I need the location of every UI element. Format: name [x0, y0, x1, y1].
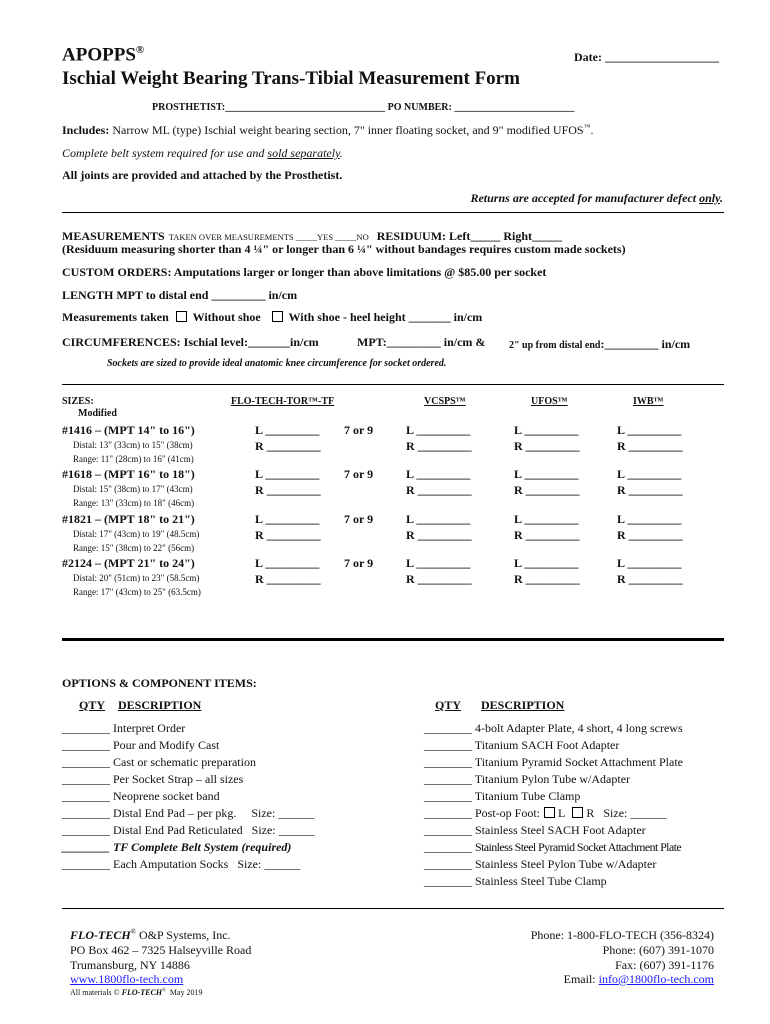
- website-link[interactable]: www.1800flo-tech.com: [70, 972, 184, 986]
- qty-blank[interactable]: ________: [424, 874, 472, 888]
- col-flotech: FLO-TECH-TOR™-TF: [231, 396, 335, 407]
- qty-blank[interactable]: ________: [424, 840, 472, 854]
- circ-mpt-field[interactable]: MPT:_________ in/cm &: [357, 335, 486, 349]
- company-name: FLO-TECH® O&P Systems, Inc.: [70, 928, 231, 942]
- option-label: Per Socket Strap – all sizes: [113, 772, 244, 786]
- desc-header-left: DESCRIPTION: [118, 698, 202, 712]
- option-right-row[interactable]: [424, 874, 607, 889]
- measurements-taken-line: [62, 310, 482, 325]
- qty-blank[interactable]: ________: [424, 772, 472, 786]
- belt-text: Complete belt system required for use and: [62, 146, 268, 160]
- iwb-r-1416[interactable]: R _________: [617, 439, 683, 453]
- qty-blank[interactable]: ________: [62, 823, 110, 837]
- option-label: Stainless Steel SACH Foot Adapter: [475, 823, 646, 837]
- qty-blank[interactable]: ________: [62, 738, 110, 752]
- divider-footer: [62, 908, 724, 909]
- divider-top: [62, 212, 724, 213]
- size-name-1821: #1821 – (MPT 18" to 21"): [62, 512, 195, 526]
- postop-l-label: L: [558, 806, 566, 820]
- qty-blank[interactable]: ________: [424, 738, 472, 752]
- without-shoe-label: Without shoe: [192, 310, 261, 324]
- vcsps-l-1618[interactable]: L _________: [406, 467, 471, 481]
- registered-mark: ®: [135, 44, 145, 56]
- seven-or-nine-2124[interactable]: 7 or 9: [344, 556, 374, 570]
- iwb-l-2124[interactable]: L _________: [617, 556, 682, 570]
- option-label: Distal End Pad Reticulated Size: ______: [113, 823, 315, 837]
- ufos-r-1416[interactable]: R _________: [514, 439, 580, 453]
- qty-header-left: QTY: [79, 698, 106, 712]
- option-right-row[interactable]: [424, 772, 630, 787]
- seven-or-nine-1416[interactable]: 7 or 9: [344, 423, 374, 437]
- sizes-modified: Modified: [78, 408, 117, 419]
- qty-blank[interactable]: ________: [62, 755, 110, 769]
- option-right-row[interactable]: [424, 755, 683, 770]
- taken-over-field[interactable]: TAKEN OVER MEASUREMENTS _____YES _____NO: [168, 232, 369, 242]
- flotech-l-2124[interactable]: L _________: [255, 556, 320, 570]
- residuum-note: (Residuum measuring shorter than 4 ¼" or longer than 6 ¼" without bandages requires custom made sockets): [62, 242, 626, 256]
- flotech-r-2124[interactable]: R _________: [255, 572, 321, 586]
- option-right-row[interactable]: [424, 738, 619, 753]
- qty-blank[interactable]: ________: [62, 857, 110, 871]
- size-name-1416: #1416 – (MPT 14" to 16"): [62, 423, 195, 437]
- company-brand: FLO-TECH: [70, 928, 131, 942]
- qty-blank[interactable]: ________: [62, 772, 110, 786]
- iwb-r-1618[interactable]: R _________: [617, 483, 683, 497]
- qty-blank[interactable]: ________: [424, 789, 472, 803]
- flotech-r-1416[interactable]: R _________: [255, 439, 321, 453]
- copyright-date: May 2019: [165, 988, 203, 997]
- includes-text: Narrow ML (type) Ischial weight bearing section, 7" inner floating socket, and 9" modified UFOS: [112, 123, 584, 137]
- qty-blank[interactable]: ________: [424, 806, 472, 820]
- iwb-l-1618[interactable]: L _________: [617, 467, 682, 481]
- iwb-r-1821[interactable]: R _________: [617, 528, 683, 542]
- qty-blank[interactable]: ________: [62, 840, 110, 854]
- option-label: Post-op Foot:: [475, 806, 541, 820]
- option-right-row-postop[interactable]: [424, 806, 666, 821]
- option-label: Neoprene socket band: [113, 789, 220, 803]
- circ-ischial-field[interactable]: CIRCUMFERENCES: Ischial level:_______in/cm: [62, 335, 319, 349]
- option-right-row[interactable]: [424, 857, 656, 872]
- flotech-r-1821[interactable]: R _________: [255, 528, 321, 542]
- iwb-r-2124[interactable]: R _________: [617, 572, 683, 586]
- size-distal-1416: Distal: 13" (33cm) to 15" (38cm): [73, 440, 193, 450]
- desc-header-right: DESCRIPTION: [481, 698, 565, 712]
- includes-line: [62, 123, 593, 138]
- ufos-l-2124[interactable]: L _________: [514, 556, 579, 570]
- option-label: Titanium Pylon Tube w/Adapter: [474, 772, 631, 786]
- option-left-row[interactable]: [62, 806, 314, 821]
- col-vcsps: VCSPS™: [424, 396, 466, 407]
- flotech-l-1618[interactable]: L _________: [255, 467, 320, 481]
- size-range-2124: Range: 17" (43cm) to 25" (63.5cm): [73, 587, 201, 597]
- phone-local: Phone: (607) 391-1070: [602, 943, 714, 957]
- residuum-field[interactable]: RESIDUUM: Left_____ Right_____: [376, 229, 563, 243]
- option-left-row[interactable]: [62, 857, 300, 872]
- qty-blank[interactable]: ________: [424, 721, 472, 735]
- size-name-1618: #1618 – (MPT 16" to 18"): [62, 467, 195, 481]
- flotech-r-1618[interactable]: R _________: [255, 483, 321, 497]
- option-label: Titanium Tube Clamp: [474, 789, 581, 803]
- vcsps-l-2124[interactable]: L _________: [406, 556, 471, 570]
- option-left-row[interactable]: [62, 823, 315, 838]
- length-field[interactable]: LENGTH MPT to distal end _________ in/cm: [62, 288, 298, 302]
- two-up-label: 2" up from distal end: [509, 340, 601, 351]
- ufos-l-1416[interactable]: L _________: [514, 423, 579, 437]
- vcsps-r-1618[interactable]: R _________: [406, 483, 472, 497]
- option-left-row[interactable]: [62, 840, 291, 855]
- qty-blank[interactable]: ________: [424, 857, 472, 871]
- with-shoe-checkbox[interactable]: [272, 311, 283, 322]
- prosthetist-po-line[interactable]: PROSTHETIST:________________________________ PO NUMBER: ________________________: [152, 102, 575, 113]
- postop-l-checkbox[interactable]: [544, 807, 555, 818]
- sockets-note: Sockets are sized to provide ideal anatomic knee circumference for socket ordered.: [107, 358, 447, 369]
- flotech-l-1821[interactable]: L _________: [255, 512, 320, 526]
- option-left-row[interactable]: [62, 755, 256, 770]
- iwb-l-1416[interactable]: L _________: [617, 423, 682, 437]
- options-title: OPTIONS & COMPONENT ITEMS:: [62, 676, 257, 690]
- col-iwb: IWB™: [633, 396, 664, 407]
- custom-orders-line: CUSTOM ORDERS: Amputations larger or longer than above limitations @ $85.00 per socket: [62, 265, 547, 279]
- option-label: Interpret Order: [113, 721, 186, 735]
- vcsps-r-1821[interactable]: R _________: [406, 528, 472, 542]
- vcsps-r-1416[interactable]: R _________: [406, 439, 472, 453]
- email-line: [564, 972, 714, 987]
- returns-line: [470, 191, 723, 206]
- option-label: Distal End Pad – per pkg. Size: ______: [113, 806, 315, 820]
- includes-label: Includes:: [62, 123, 110, 137]
- divider-options: [62, 638, 724, 641]
- postop-r-size[interactable]: R Size: ______: [586, 806, 667, 820]
- two-up-blank[interactable]: :_________ in/cm: [600, 337, 691, 351]
- email-link[interactable]: info@1800flo-tech.com: [598, 972, 714, 986]
- ufos-l-1618[interactable]: L _________: [514, 467, 579, 481]
- option-label: Stainless Steel Pyramid Socket Attachment Plate: [475, 840, 682, 854]
- option-label: Stainless Steel Pylon Tube w/Adapter: [475, 857, 657, 871]
- size-name-2124: #2124 – (MPT 21" to 24"): [62, 556, 195, 570]
- copyright-pre: All materials ©: [70, 988, 122, 997]
- ufos-l-1821[interactable]: L _________: [514, 512, 579, 526]
- option-left-row[interactable]: [62, 772, 243, 787]
- qty-blank[interactable]: ________: [62, 721, 110, 735]
- size-distal-1821: Distal: 17" (43cm) to 19" (48.5cm): [73, 529, 200, 539]
- sizes-header: SIZES:: [62, 396, 94, 407]
- address-line-2: Trumansburg, NY 14886: [70, 958, 190, 972]
- size-range-1821: Range: 15" (38cm) to 22" (56cm): [73, 543, 195, 553]
- measurements-label: MEASUREMENTS: [62, 229, 165, 243]
- tm-mark: ™: [583, 123, 591, 131]
- qty-blank[interactable]: ________: [62, 789, 110, 803]
- returns-end: .: [720, 191, 723, 205]
- joints-line: All joints are provided and attached by the Prosthetist.: [62, 168, 343, 182]
- qty-blank[interactable]: ________: [62, 806, 110, 820]
- ufos-r-1821[interactable]: R _________: [514, 528, 580, 542]
- option-label: Titanium SACH Foot Adapter: [474, 738, 620, 752]
- option-label: Cast or schematic preparation: [113, 755, 256, 769]
- option-right-row[interactable]: [424, 721, 683, 736]
- belt-underlined: sold separately: [267, 146, 340, 160]
- with-shoe-field[interactable]: With shoe - heel height _______ in/cm: [288, 310, 483, 324]
- ufos-r-1618[interactable]: R _________: [514, 483, 580, 497]
- taken-label: Measurements taken: [62, 310, 169, 324]
- company-rest: O&P Systems, Inc.: [136, 928, 231, 942]
- form-title: Ischial Weight Bearing Trans-Tibial Measurement Form: [62, 68, 520, 89]
- qty-header-right: QTY: [435, 698, 462, 712]
- col-ufos: UFOS™: [531, 396, 568, 407]
- ufos-r-2124[interactable]: R _________: [514, 572, 580, 586]
- brand-title: [62, 44, 144, 66]
- option-left-row[interactable]: [62, 738, 219, 753]
- size-distal-1618: Distal: 15" (38cm) to 17" (43cm): [73, 484, 193, 494]
- address-line-1: PO Box 462 – 7325 Halseyville Road: [70, 943, 252, 957]
- vcsps-l-1821[interactable]: L _________: [406, 512, 471, 526]
- email-label: Email:: [563, 972, 599, 986]
- option-right-row[interactable]: [424, 823, 646, 838]
- belt-line: [62, 146, 343, 161]
- fax-number: Fax: (607) 391-1176: [615, 958, 714, 972]
- size-distal-2124: Distal: 20" (51cm) to 23" (58.5cm): [73, 573, 200, 583]
- option-label: Each Amputation Socks Size: ______: [113, 857, 301, 871]
- iwb-l-1821[interactable]: L _________: [617, 512, 682, 526]
- circ-distal-field[interactable]: [509, 335, 690, 353]
- includes-end: .: [590, 123, 594, 137]
- vcsps-r-2124[interactable]: R _________: [406, 572, 472, 586]
- option-right-row[interactable]: [424, 789, 580, 804]
- size-range-1618: Range: 13" (33cm) to 18" (46cm): [73, 498, 195, 508]
- option-label: TF Complete Belt System (required): [113, 840, 292, 854]
- qty-blank[interactable]: ________: [424, 823, 472, 837]
- option-label: Pour and Modify Cast: [113, 738, 220, 752]
- option-right-row[interactable]: [424, 840, 681, 855]
- size-range-1416: Range: 11" (28cm) to 16" (41cm): [73, 454, 194, 464]
- option-left-row[interactable]: [62, 721, 185, 736]
- returns-underlined: only: [699, 191, 720, 205]
- divider-sizes: [62, 384, 724, 385]
- copyright-line: All materials © FLO-TECH® May 2019: [70, 988, 203, 997]
- option-label: Stainless Steel Tube Clamp: [475, 874, 607, 888]
- without-shoe-checkbox[interactable]: [176, 311, 187, 322]
- postop-r-checkbox[interactable]: [572, 807, 583, 818]
- option-left-row[interactable]: [62, 789, 220, 804]
- copyright-brand: FLO-TECH: [121, 988, 163, 997]
- date-field[interactable]: Date: ___________________: [574, 50, 719, 64]
- option-label: Titanium Pyramid Socket Attachment Plate: [474, 755, 684, 769]
- returns-text: Returns are accepted for manufacturer defect: [470, 191, 700, 205]
- qty-blank[interactable]: ________: [424, 755, 472, 769]
- option-label: 4-bolt Adapter Plate, 4 short, 4 long screws: [475, 721, 683, 735]
- vcsps-l-1416[interactable]: L _________: [406, 423, 471, 437]
- seven-or-nine-1618[interactable]: 7 or 9: [344, 467, 374, 481]
- phone-tollfree: Phone: 1-800-FLO-TECH (356-8324): [530, 928, 714, 942]
- flotech-l-1416[interactable]: L _________: [255, 423, 320, 437]
- brand-name: APOPPS: [62, 44, 136, 66]
- belt-end: .: [339, 146, 343, 160]
- seven-or-nine-1821[interactable]: 7 or 9: [344, 512, 374, 526]
